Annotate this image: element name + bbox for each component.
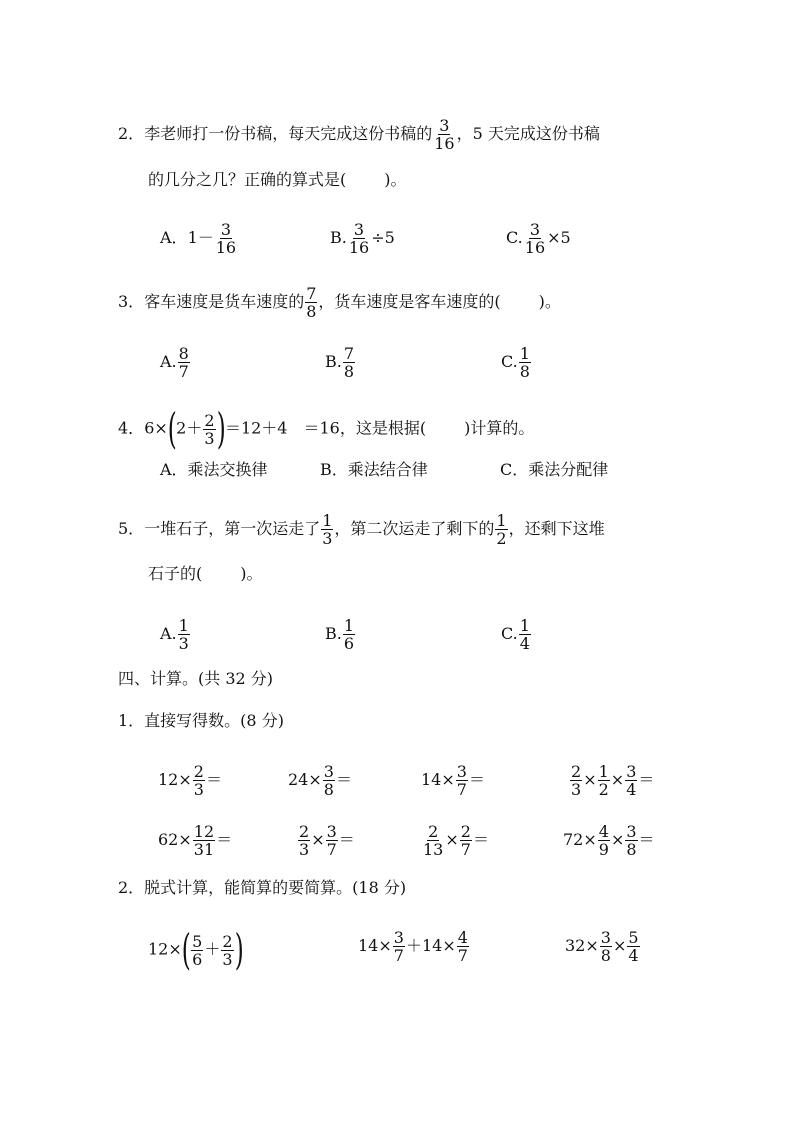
option-text: B．乘法结合律	[320, 460, 428, 479]
q4-option-b[interactable]	[320, 461, 428, 479]
denominator: 6	[343, 634, 355, 653]
denominator: 6	[192, 949, 203, 969]
equals-sign: ＝	[638, 770, 655, 789]
times-sign: ×	[612, 936, 627, 955]
fraction	[598, 823, 610, 858]
denominator: 4	[626, 780, 637, 799]
denominator: 7	[460, 840, 471, 859]
numerator: 1	[178, 616, 189, 635]
numerator: 4	[598, 822, 609, 841]
option-text: A．乘法交换律	[160, 460, 268, 479]
denominator: 7	[456, 780, 467, 799]
equals-sign: ＝	[338, 830, 355, 849]
numerator: 7	[306, 284, 317, 303]
numerator: 3	[323, 762, 334, 781]
numerator: 3	[529, 220, 541, 239]
denominator: 8	[343, 362, 355, 381]
denominator: 16	[348, 238, 370, 257]
option-label: C.	[501, 352, 518, 371]
expression-text: ＋14×	[405, 936, 456, 955]
denominator: 3	[299, 840, 310, 859]
numerator: 3	[626, 822, 637, 841]
denominator: 13	[423, 840, 444, 859]
option-text: ÷5	[371, 228, 395, 247]
numerator: 1	[343, 616, 355, 635]
fraction	[178, 617, 190, 652]
denominator: 7	[326, 840, 337, 859]
fraction	[305, 285, 317, 320]
calc-item[interactable]	[421, 763, 485, 798]
denominator: 4	[519, 634, 530, 653]
calc-item[interactable]	[158, 763, 222, 798]
fraction	[460, 823, 472, 858]
fraction	[625, 763, 637, 798]
option-label: A．	[160, 228, 188, 247]
calc-item[interactable]	[288, 763, 352, 798]
right-paren: )	[234, 925, 244, 974]
fraction	[221, 933, 233, 968]
question-number: 5．	[118, 519, 145, 538]
question-text: 一堆石子，第一次运走了	[144, 519, 321, 538]
expression-text: 12×	[158, 770, 192, 789]
q5-option-c[interactable]	[501, 617, 532, 652]
equals-sign: ＝	[468, 770, 485, 789]
q2-option-b[interactable]	[330, 221, 395, 256]
denominator: 2	[496, 529, 507, 548]
question-text: )。	[384, 170, 407, 189]
numerator: 2	[193, 762, 204, 781]
fraction	[343, 345, 355, 380]
numerator: 2	[571, 762, 582, 781]
option-label: B.	[325, 352, 342, 371]
expression-text: 14×	[358, 936, 392, 955]
times-sign: ×	[610, 830, 625, 849]
option-text: 1－	[187, 228, 214, 247]
q2-option-c[interactable]	[506, 221, 571, 256]
fraction	[298, 823, 310, 858]
option-text: ×5	[547, 228, 571, 247]
fraction	[519, 617, 531, 652]
calc-item[interactable]	[158, 823, 232, 858]
denominator: 16	[524, 238, 546, 257]
expression-text: 32×	[565, 936, 599, 955]
question-text: )。	[240, 564, 263, 583]
question-number: 3．	[118, 292, 145, 311]
question-text: ＝12＋4 ＝16，这是根据(	[224, 418, 427, 438]
fraction	[570, 763, 582, 798]
question-2-line-2	[148, 171, 407, 189]
numerator: 5	[628, 928, 639, 947]
equals-sign: ＝	[472, 830, 489, 849]
subsection-title: 1．直接写得数。(8 分)	[118, 711, 284, 730]
denominator: 31	[193, 840, 215, 859]
expression-text: 62×	[158, 830, 192, 849]
question-text: 李老师打一份书稿，每天完成这份书稿的	[144, 124, 433, 143]
fraction	[178, 345, 190, 380]
numerator: 3	[439, 116, 450, 135]
option-text: C．乘法分配律	[500, 460, 609, 479]
denominator: 16	[434, 134, 455, 153]
fraction	[598, 763, 610, 798]
denominator: 8	[600, 946, 611, 965]
denominator: 3	[571, 780, 582, 799]
numerator: 3	[393, 928, 404, 947]
numerator: 2	[222, 931, 233, 951]
equals-sign: ＝	[205, 770, 222, 789]
denominator: 4	[628, 946, 639, 965]
denominator: 3	[204, 428, 215, 448]
numerator: 7	[343, 344, 355, 363]
numerator: 1	[598, 762, 609, 781]
question-text: ，货车速度是客车速度的(	[318, 292, 501, 311]
left-paren: (	[167, 404, 177, 453]
fraction	[627, 929, 639, 964]
times-sign: ×	[610, 770, 625, 789]
q3-option-b[interactable]	[325, 345, 356, 380]
q4-option-c[interactable]	[500, 461, 608, 479]
fraction	[422, 823, 444, 858]
denominator: 8	[519, 362, 530, 381]
question-2-line-1	[118, 117, 600, 152]
question-text: )计算的。	[464, 418, 535, 438]
fraction	[323, 763, 335, 798]
times-sign: ×	[445, 830, 459, 849]
denominator: 9	[598, 840, 609, 859]
numerator: 1	[519, 344, 530, 363]
fraction	[193, 763, 205, 798]
plus-sign: ＋	[204, 939, 221, 959]
numerator: 3	[220, 220, 232, 239]
numerator: 1	[519, 616, 530, 635]
calc-item[interactable]	[563, 823, 655, 858]
question-text: 客车速度是货车速度的	[144, 292, 305, 311]
fraction	[203, 412, 215, 447]
fraction	[191, 933, 203, 968]
numerator: 2	[460, 822, 471, 841]
denominator: 16	[215, 238, 237, 257]
expression-text: 24×	[288, 770, 322, 789]
expression-text: 72×	[563, 830, 597, 849]
numerator: 5	[192, 931, 203, 951]
calc-item[interactable]	[358, 929, 470, 964]
fraction	[433, 117, 455, 152]
option-label: A.	[160, 624, 177, 643]
denominator: 8	[626, 840, 637, 859]
q3-option-c[interactable]	[501, 345, 532, 380]
question-number: 2．	[118, 124, 145, 143]
times-sign: ×	[583, 770, 597, 789]
expression-text: 6×	[144, 418, 168, 438]
denominator: 7	[393, 946, 404, 965]
calc-item[interactable]	[148, 925, 244, 974]
question-5-line-1	[118, 512, 605, 547]
question-3-line-1	[118, 285, 561, 320]
fraction	[519, 345, 531, 380]
denominator: 3	[322, 529, 333, 548]
left-paren: (	[181, 925, 191, 974]
option-label: C.	[501, 624, 518, 643]
calc-item[interactable]	[569, 763, 654, 798]
numerator: 8	[178, 344, 189, 363]
question-text: ，第二次运走了剩下的	[334, 519, 495, 538]
question-number: 4．	[118, 418, 145, 438]
q5-option-a[interactable]	[160, 617, 191, 652]
equals-sign: ＝	[335, 770, 352, 789]
expression-text: 2＋	[176, 418, 203, 438]
numerator: 4	[457, 928, 468, 947]
numerator: 3	[626, 762, 637, 781]
calc-item[interactable]	[421, 823, 489, 858]
numerator: 2	[428, 822, 439, 841]
question-4-line-1	[118, 404, 535, 453]
numerator: 3	[456, 762, 467, 781]
equals-sign: ＝	[216, 830, 233, 849]
calc-item[interactable]	[297, 823, 355, 858]
fraction	[495, 512, 507, 547]
numerator: 1	[496, 511, 507, 530]
denominator: 8	[323, 780, 334, 799]
option-label: A.	[160, 352, 177, 371]
fraction	[193, 823, 215, 858]
question-text: )。	[538, 292, 561, 311]
denominator: 7	[457, 946, 468, 965]
right-paren: )	[216, 404, 226, 453]
option-label: B.	[330, 228, 347, 247]
numerator: 3	[353, 220, 365, 239]
question-text: 的几分之几？正确的算式是(	[148, 170, 347, 189]
denominator: 2	[598, 780, 609, 799]
numerator: 2	[204, 410, 215, 430]
fraction	[524, 221, 546, 256]
q4-option-a[interactable]	[160, 461, 268, 479]
denominator: 7	[178, 362, 189, 381]
fraction	[215, 221, 237, 256]
fraction	[348, 221, 370, 256]
fraction	[321, 512, 333, 547]
fraction	[326, 823, 338, 858]
fraction	[456, 763, 468, 798]
numerator: 12	[193, 822, 215, 841]
calc-item[interactable]	[565, 929, 641, 964]
expression-text: 14×	[421, 770, 455, 789]
fraction	[343, 617, 355, 652]
numerator: 3	[600, 928, 611, 947]
fraction	[625, 823, 637, 858]
denominator: 8	[306, 302, 317, 321]
fraction	[600, 929, 612, 964]
section-title: 四、计算。(共 32 分)	[118, 669, 274, 688]
q3-option-a[interactable]	[160, 345, 191, 380]
q2-option-a[interactable]	[160, 221, 238, 256]
numerator: 3	[326, 822, 337, 841]
numerator: 1	[322, 511, 333, 530]
q5-option-b[interactable]	[325, 617, 356, 652]
question-5-line-2	[148, 565, 263, 583]
numerator: 2	[299, 822, 310, 841]
question-text: ，5 天完成这份书稿	[456, 124, 600, 143]
subsection-title: 2．脱式计算，能简算的要简算。(18 分)	[118, 878, 407, 897]
times-sign: ×	[311, 830, 325, 849]
equals-sign: ＝	[638, 830, 655, 849]
question-text: ，还剩下这堆	[508, 519, 605, 538]
denominator: 3	[178, 634, 189, 653]
question-text: 石子的(	[148, 564, 203, 583]
option-label: B.	[325, 624, 342, 643]
option-label: C.	[506, 228, 523, 247]
fraction	[457, 929, 469, 964]
fraction	[393, 929, 405, 964]
denominator: 3	[193, 780, 204, 799]
denominator: 3	[222, 949, 233, 969]
expression-text: 12×	[148, 939, 182, 959]
